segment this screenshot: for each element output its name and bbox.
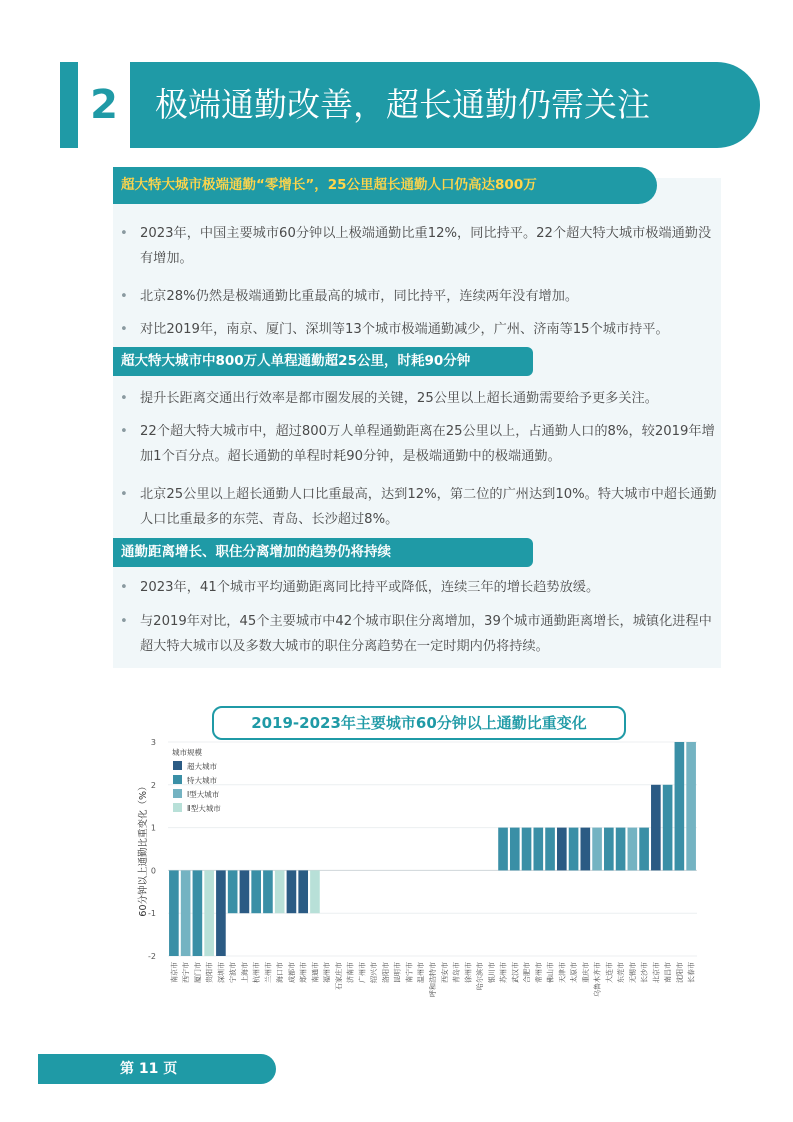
bullet-dot-icon: •: [120, 580, 128, 595]
x-tick-label: 昆明市: [393, 962, 402, 983]
x-tick-label: 海口市: [276, 962, 285, 983]
x-tick-label: 太原市: [570, 962, 579, 983]
legend-label: 超大城市: [187, 762, 217, 771]
x-tick-label: 长春市: [687, 962, 696, 983]
bullet-text: 提升长距离交通出行效率是都市圈发展的关键，25公里以上超长通勤需要给予更多关注。: [140, 391, 658, 406]
bar: [604, 828, 614, 871]
bar: [169, 870, 179, 956]
bar: [181, 870, 191, 956]
x-tick-label: 成都市: [287, 962, 296, 983]
bar: [287, 870, 297, 913]
bar: [663, 785, 673, 871]
x-tick-label: 南通市: [311, 962, 320, 983]
bar: [675, 742, 685, 870]
x-tick-label: 厦门市: [193, 962, 202, 983]
bar: [298, 870, 308, 913]
legend-label: 特大城市: [187, 776, 217, 785]
x-tick-label: 郑州市: [299, 962, 308, 983]
legend-swatch: [173, 803, 182, 812]
x-tick-label: 石家庄市: [334, 962, 343, 990]
y-tick-label: 2: [150, 780, 156, 790]
x-tick-label: 杭州市: [252, 962, 261, 983]
bar: [616, 828, 626, 871]
x-tick-label: 天津市: [558, 962, 567, 983]
legend-swatch: [173, 789, 182, 798]
bar: [193, 870, 203, 956]
y-tick-label: -1: [148, 909, 156, 919]
x-tick-label: 武汉市: [511, 962, 520, 983]
bullet-text: 22个超大特大城市中，超过800万人单程通勤距离在25公里以上，占通勤人口的8%，较2019年增加1个百分点。超长通勤的单程时耗90分钟，是极端通勤中的极端通勤。: [140, 424, 715, 464]
x-tick-label: 哈尔滨市: [476, 962, 485, 990]
legend-title: 城市规模: [172, 748, 202, 757]
legend-label: Ⅰ型大城市: [187, 790, 220, 799]
x-tick-label: 佛山市: [546, 962, 555, 983]
bullet-dot-icon: •: [120, 424, 128, 439]
x-tick-label: 青岛市: [452, 962, 461, 983]
page-number: 第 11 页: [120, 1061, 178, 1077]
bar: [251, 870, 261, 913]
bullet-dot-icon: •: [120, 614, 128, 629]
y-tick-label: 3: [150, 738, 156, 747]
legend-swatch: [173, 775, 182, 784]
bar: [581, 828, 591, 871]
x-tick-label: 福州市: [323, 962, 332, 983]
bar: [263, 870, 273, 913]
x-tick-label: 广州市: [358, 962, 367, 983]
bar: [686, 742, 696, 870]
legend-label: Ⅱ型大城市: [187, 804, 221, 813]
x-tick-label: 兰州市: [264, 962, 273, 983]
bar: [510, 828, 520, 871]
y-tick-label: -2: [148, 952, 156, 961]
x-tick-label: 上海市: [240, 962, 249, 983]
section-number: 2: [78, 62, 130, 148]
chart-title: 2019-2023年主要城市60分钟以上通勤比重变化: [212, 706, 626, 740]
x-tick-label: 呼和浩特市: [429, 962, 437, 997]
x-tick-label: 徐州市: [464, 962, 473, 983]
x-tick-label: 银川市: [487, 962, 496, 983]
x-tick-label: 大连市: [605, 962, 614, 983]
section-title: 极端通勤改善，超长通勤仍需关注: [155, 85, 650, 124]
x-tick-label: 贵阳市: [205, 962, 214, 983]
bullet-text: 对比2019年，南京、厦门、深圳等13个城市极端通勤减少，广州、济南等15个城市持平。: [140, 322, 669, 337]
bar: [216, 870, 226, 956]
bar: [275, 870, 285, 913]
bar: [639, 828, 649, 871]
x-tick-label: 长沙市: [640, 962, 649, 983]
x-tick-label: 南宁市: [405, 962, 414, 983]
x-tick-label: 南昌市: [664, 962, 673, 983]
bullet-text: 2023年，41个城市平均通勤距离同比持平或降低，连续三年的增长趋势放缓。: [140, 580, 600, 595]
x-tick-label: 乌鲁木齐市: [593, 962, 602, 997]
x-tick-label: 苏州市: [499, 962, 508, 983]
bullet-dot-icon: •: [120, 226, 128, 241]
x-tick-label: 合肥市: [523, 962, 532, 983]
bullet-text: 2023年，中国主要城市60分钟以上极端通勤比重12%，同比持平。22个超大特大城市极端通勤没有增加。: [140, 226, 712, 266]
bar: [592, 828, 602, 871]
bar: [240, 870, 250, 913]
bar: [545, 828, 555, 871]
bullet-text: 北京28%仍然是极端通勤比重最高的城市，同比持平，连续两年没有增加。: [140, 289, 579, 304]
x-tick-label: 绍兴市: [370, 962, 379, 983]
x-tick-label: 常州市: [534, 962, 543, 983]
bullet-dot-icon: •: [120, 391, 128, 406]
y-tick-label: 1: [150, 823, 156, 833]
bullet-text: 与2019年对比，45个主要城市中42个城市职住分离增加，39个城市通勤距离增长，城镇化进程中超大特大城市以及多数大城市的职住分离趋势在一定时期内仍将持续。: [140, 614, 712, 654]
bar: [557, 828, 567, 871]
bar: [522, 828, 532, 871]
x-tick-label: 无锡市: [628, 962, 637, 983]
x-tick-label: 北京市: [652, 962, 661, 983]
y-tick-label: 0: [150, 866, 156, 876]
x-tick-label: 济南市: [346, 962, 355, 983]
bar: [651, 785, 661, 871]
x-tick-label: 重庆市: [581, 962, 590, 983]
bar: [533, 828, 543, 871]
x-tick-label: 西安市: [440, 962, 449, 983]
x-tick-label: 深圳市: [217, 962, 226, 983]
bar: [628, 828, 638, 871]
bullet-dot-icon: •: [120, 289, 128, 304]
x-tick-label: 东莞市: [617, 962, 626, 983]
subsection-heading-1: 超大特大城市极端通勤“零增长”，25公里超长通勤人口仍高达800万: [113, 167, 657, 204]
y-axis-label: 60分钟以上通勤比重变化（%）: [138, 781, 149, 917]
bar: [204, 870, 214, 956]
bar: [498, 828, 508, 871]
x-tick-label: 沈阳市: [675, 962, 684, 983]
x-tick-label: 西宁市: [182, 962, 191, 983]
bar: [569, 828, 579, 871]
x-tick-label: 宁波市: [229, 962, 238, 983]
x-tick-label: 南京市: [170, 962, 179, 983]
bullet-dot-icon: •: [120, 322, 128, 337]
x-tick-label: 洛阳市: [381, 962, 390, 983]
subsection-heading-3: 通勤距离增长、职住分离增加的趋势仍将持续: [113, 538, 533, 567]
bar: [228, 870, 238, 913]
bullet-dot-icon: •: [120, 487, 128, 502]
subsection-heading-2: 超大特大城市中800万人单程通勤超25公里，时耗90分钟: [113, 347, 533, 376]
x-tick-label: 温州市: [417, 962, 426, 983]
legend-swatch: [173, 761, 182, 770]
bar: [310, 870, 320, 913]
bullet-text: 北京25公里以上超长通勤人口比重最高，达到12%，第二位的广州达到10%。特大城市中超长通勤人口比重最多的东莞、青岛、长沙超过8%。: [140, 487, 717, 527]
